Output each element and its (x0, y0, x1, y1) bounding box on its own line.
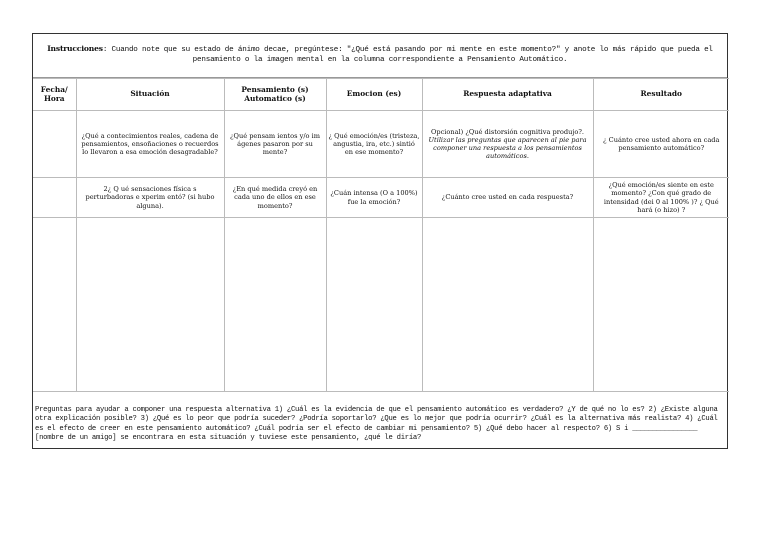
entry-respuesta[interactable] (422, 218, 593, 392)
instructions-text: : Cuando note que su estado de ánimo decae, pregúntese: "¿Qué está pasando por mi mente en este momento?" y anote lo más rápido que pueda el pensamiento o la imagen mental en la columna correspondiente a Pensamiento Automático. (102, 46, 713, 64)
instructions (33, 34, 727, 78)
entry-resultado[interactable] (593, 218, 729, 392)
thought-record-form (32, 33, 728, 449)
emocion-prompt-1: ¿ Qué emoción/es (tristeza, angustia, ira, etc.) sintió en ese momento? (326, 111, 422, 178)
record-table (33, 78, 729, 392)
respuesta-prompt-2: ¿Cuánto cree usted en cada respuesta? (422, 178, 593, 218)
entry-pensamiento[interactable] (224, 218, 326, 392)
cell-fecha-2[interactable] (33, 178, 76, 218)
header-emocion: Emocion (es) (326, 79, 422, 111)
respuesta-optional: Opcional) ¿Qué distorsión cognitiva produjo?. (430, 127, 585, 136)
header-fecha-hora: Fecha/ Hora (33, 79, 76, 111)
header-row (33, 79, 729, 111)
header-pensamiento: Pensamiento (s) Automatico (s) (224, 79, 326, 111)
resultado-prompt-2: ¿Qué emoción/es siente en este momento? ¿Con qué grado de intensidad (dei 0 al 100% )? ¿ Qué hará (o hizo) ? (593, 178, 729, 218)
guide-row-2 (33, 178, 729, 218)
entry-situacion[interactable] (76, 218, 224, 392)
guide-row-1 (33, 111, 729, 178)
header-resultado: Resultado (593, 79, 729, 111)
resultado-prompt-1: ¿ Cuánto cree usted ahora en cada pensamiento automático? (593, 111, 729, 178)
header-respuesta: Respuesta adaptativa (422, 79, 593, 111)
respuesta-instruction: Utilizar las preguntas que aparecen al pie para componer una respuesta a los pensamientos automáticos. (428, 135, 587, 161)
entry-row (33, 218, 729, 392)
respuesta-prompt-1 (422, 111, 593, 178)
emocion-prompt-2: ¿Cuán intensa (O a 100%) fue la emoción? (326, 178, 422, 218)
situacion-prompt-1: ¿Qué a contecimientos reales, cadena de pensamientos, ensoñaciones o recuerdos lo llevaron a esa emoción desagradable? (76, 111, 224, 178)
cell-fecha-1[interactable] (33, 111, 76, 178)
pensamiento-prompt-1: ¿Qué pensam ientos y/o im ágenes pasaron por su mente? (224, 111, 326, 178)
entry-emocion[interactable] (326, 218, 422, 392)
pensamiento-prompt-2: ¿En qué medida creyó en cada uno de ellos en ese momento? (224, 178, 326, 218)
footer-questions: Preguntas para ayudar a componer una respuesta alternativa 1) ¿Cuál es la evidencia de que el pensamiento automático es verdadero? ¿Y de qué no lo es? 2) ¿Existe alguna otra explicación posible? 3) ¿Qué es lo peor que podría suceder? ¿Podría soportarlo? ¿Que es lo mejor que podría ocurrir? ¿Cuál es la alternativa más realista? 4) ¿Cuál es el efecto de creer en este pensamiento automático? ¿Cuál podría ser el efecto de cambiar mi pensamiento? 5) ¿Qué debo hacer al respecto? 6) S i ________________ [nombre de un amigo] se encontrara en esta situación y tuviese este pensamiento, ¿qué le diría? (35, 406, 718, 443)
header-situacion: Situación (76, 79, 224, 111)
situacion-prompt-2: 2¿ Q ué sensaciones física s perturbadoras e xperim entó? (si hubo alguna). (76, 178, 224, 218)
entry-fecha[interactable] (33, 218, 76, 392)
instructions-label: Instrucciones (47, 44, 103, 53)
